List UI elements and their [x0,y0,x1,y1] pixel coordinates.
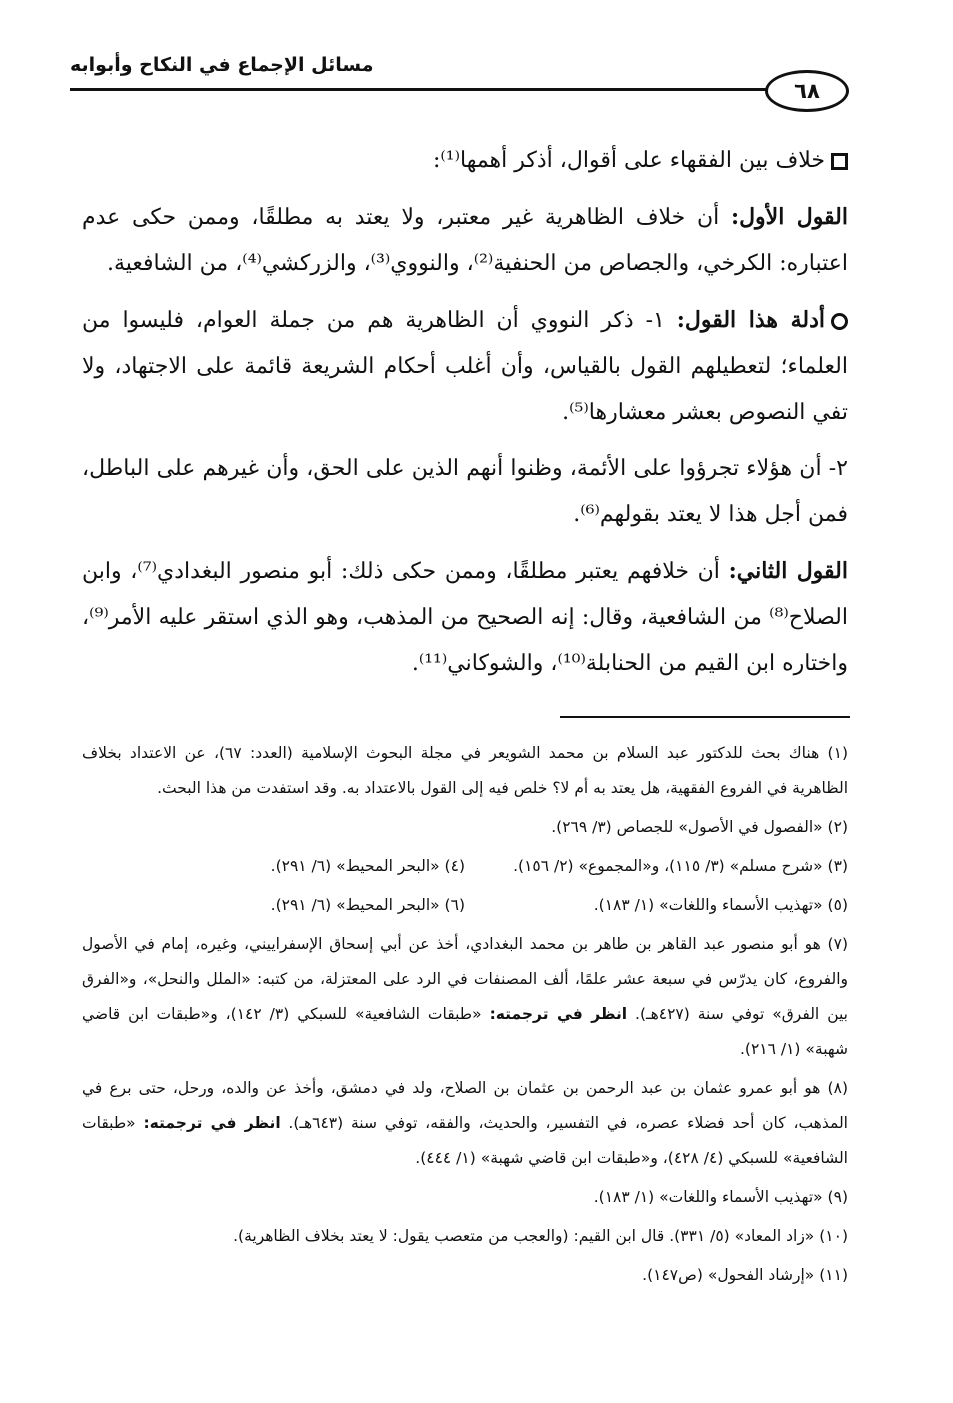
evidence-text: ١- ذكر النووي أن الظاهرية هم من جملة العوام، فليسوا من العلماء؛ لتعطيلهم القول بالقياس، وأن أغلب أحكام الشريعة قائمة على الاجتهاد، ولا تفي النصوص بعشر معشارها⁽⁵⁾. [82,308,848,425]
page-number: ٦٨ [765,70,849,112]
evidence-label: أدلة هذا القول: [676,307,825,333]
footnote-6: (٦) «البحر المحيط» (٦/ ٢٩١). [270,896,465,914]
footnote-2: (٢) «الفصول في الأصول» للجصاص (٣/ ٢٦٩). [551,818,848,836]
footnote-9: (٩) «تهذيب الأسماء واللغات» (١/ ١٨٣). [593,1188,848,1206]
evidence-2-text: ٢- أن هؤلاء تجرؤوا على الأئمة، وظنوا أنهم الذين على الحق، وأن غيرهم على الباطل، فمن أجل هذا لا يعتد بقولهم⁽⁶⁾. [82,456,848,527]
footnote-10: (١٠) «زاد المعاد» (٥/ ٣٣١). قال ابن القيم: (والعجب من متعصب يقول: لا يعتد بخلاف الظاهرية). [233,1227,848,1245]
page-header [70,52,870,122]
first-opinion-text: أن خلاف الظاهرية غير معتبر، ولا يعتد به مطلقًا، وممن حكى عدم اعتباره: الكرخي، والجصاص من الحنفية⁽²⁾، والنووي⁽³⁾، والزركشي⁽⁴⁾، من الشافعية. [82,205,848,276]
second-opinion-label: القول الثاني: [728,558,848,584]
footnote-4: (٤) «البحر المحيط» (٦/ ٢٩١). [270,857,465,875]
main-text [82,138,848,697]
circle-bullet-icon [831,313,848,330]
footnote-8-see: انظر في ترجمته: [143,1114,281,1132]
second-opinion-paragraph [82,548,848,687]
footnote-8-text: (٨) هو أبو عمرو عثمان بن عبد الرحمن بن عثمان بن الصلاح، ولد في دمشق، وأخذ عن والده، ورحل، حتى برع في المذهب، كان أحد فضلاء عصره، في التفسير، والحديث، والفقه، توفي سنة (٦٤٣هـ). [82,1079,848,1132]
intro-text: خلاف بين الفقهاء على أقوال، أذكر أهمها⁽¹⁾: [432,148,825,173]
intro-paragraph [82,138,848,184]
footnote-8 [82,1071,848,1176]
footnote-7-sources: «طبقات الشافعية» للسبكي (٣/ ١٤٢)، و«طبقات ابن قاضي شهبة» (١/ ٢١٦). [82,1005,848,1058]
footnote-7-text: (٧) هو أبو منصور عبد القاهر بن طاهر بن محمد البغدادي، أخذ عن أبي إسحاق الإسفراييني، وغيره، إمام في الأصول والفروع، كان يدرّس في سبعة عشر علمًا، ألف المصنفات في الرد على المعتزلة، من كتبه: «الملل والنحل»، و«الفرق بين الفرق» توفي سنة (٤٢٧هـ). [82,935,848,1023]
footnote-row-3-4 [82,849,848,884]
footnote-7-see: انظر في ترجمته: [489,1005,628,1023]
footnote-1: (١) هناك بحث للدكتور عبد السلام بن محمد الشويعر في مجلة البحوث الإسلامية (العدد: ٦٧)، عن الاعتداد بخلاف الظاهرية في الفروع الفقهية، هل يعتد به أم لا؟ خلص فيه إلى القول بالاعتداد به. وقد استفدت من هذا البحث. [82,744,848,797]
evidence-2-paragraph [82,446,848,538]
square-bullet-icon [831,153,848,170]
footnotes [82,736,848,1297]
footnote-row-5-6 [82,888,848,923]
footnote-3: (٣) «شرح مسلم» (٣/ ١١٥)، و«المجموع» (٢/ ١٥٦). [513,857,848,875]
first-opinion-label: القول الأول: [730,204,849,230]
header-rule [70,88,770,91]
second-opinion-text: أن خلافهم يعتبر مطلقًا، وممن حكى ذلك: أبو منصور البغدادي⁽⁷⁾، وابن الصلاح⁽⁸⁾ من الشافعية، وقال: إنه الصحيح من المذهب، وهو الذي استقر عليه الأمر⁽⁹⁾، واختاره ابن القيم من الحنابلة⁽¹⁰⁾، والشوكاني⁽¹¹⁾. [82,559,848,676]
footnote-11: (١١) «إرشاد الفحول» (ص١٤٧). [642,1266,848,1284]
running-title: مسائل الإجماع في النكاح وأبوابه [70,54,374,76]
first-opinion-paragraph [82,194,848,287]
footnote-7 [82,927,848,1067]
footnote-5: (٥) «تهذيب الأسماء واللغات» (١/ ١٨٣). [593,896,848,914]
footnote-separator [560,716,850,718]
evidence-paragraph [82,297,848,436]
footnote-8-sources: «طبقات الشافعية» للسبكي (٤/ ٤٢٨)، و«طبقات ابن قاضي شهبة» (١/ ٤٤٤). [82,1114,848,1167]
